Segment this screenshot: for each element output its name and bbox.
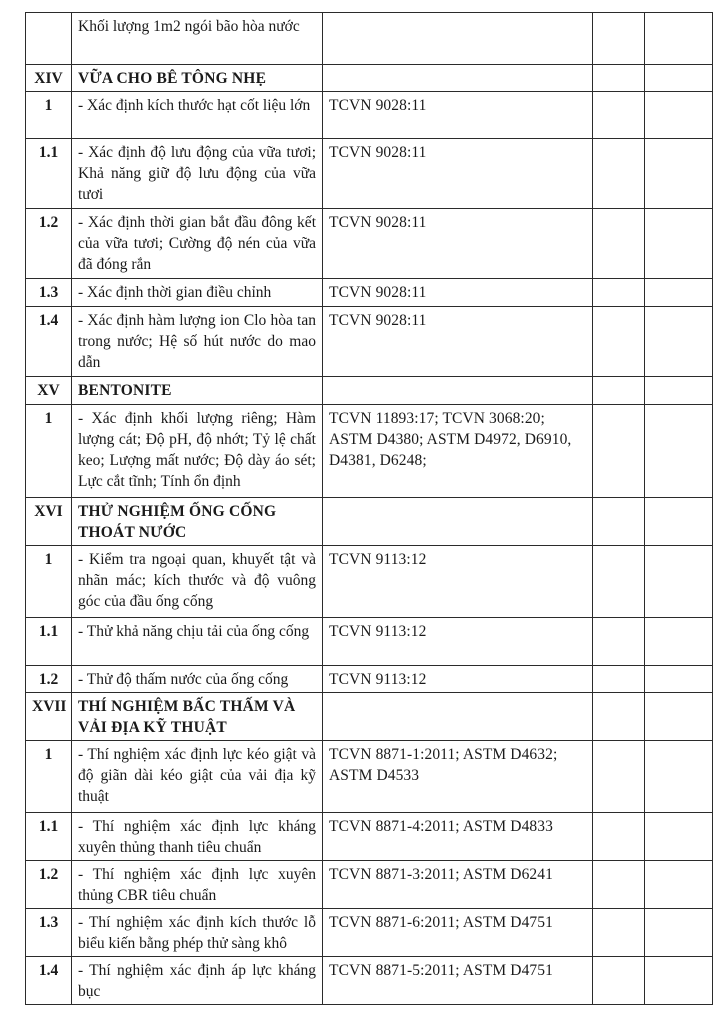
row-number xyxy=(26,13,72,65)
empty-cell xyxy=(645,666,713,693)
test-description: - Thí nghiệm xác định lực kéo giật và độ giãn dài kéo giật của vải địa kỹ thuật xyxy=(72,741,323,813)
test-standards-table xyxy=(25,12,713,1005)
row-number: 1 xyxy=(26,92,72,139)
empty-cell xyxy=(593,279,645,307)
row-number: 1.3 xyxy=(26,279,72,307)
test-standard: TCVN 9113:12 xyxy=(323,546,593,618)
empty-cell xyxy=(593,618,645,666)
empty-cell xyxy=(593,909,645,957)
test-description: - Thử khả năng chịu tải của ống cống xyxy=(72,618,323,666)
section-row xyxy=(26,65,713,92)
empty-cell xyxy=(593,92,645,139)
empty-cell xyxy=(593,139,645,209)
empty-cell xyxy=(593,209,645,279)
empty-cell xyxy=(645,279,713,307)
test-description: - Thử độ thấm nước của ống cống xyxy=(72,666,323,693)
table-row xyxy=(26,139,713,209)
table-row xyxy=(26,813,713,861)
empty-cell xyxy=(645,741,713,813)
empty-cell xyxy=(593,693,645,741)
row-number: 1.2 xyxy=(26,209,72,279)
empty-cell xyxy=(645,909,713,957)
empty-cell xyxy=(645,813,713,861)
test-standard: TCVN 8871-6:2011; ASTM D4751 xyxy=(323,909,593,957)
test-description: - Thí nghiệm xác định áp lực kháng bục xyxy=(72,957,323,1005)
test-standard: TCVN 8871-5:2011; ASTM D4751 xyxy=(323,957,593,1005)
empty-cell xyxy=(323,693,593,741)
row-number: 1 xyxy=(26,741,72,813)
table-row xyxy=(26,909,713,957)
section-title: THÍ NGHIỆM BẤC THẤM VÀ VẢI ĐỊA KỸ THUẬT xyxy=(72,693,323,741)
section-number: XIV xyxy=(26,65,72,92)
empty-cell xyxy=(593,498,645,546)
test-standard: TCVN 9028:11 xyxy=(323,307,593,377)
empty-cell xyxy=(645,861,713,909)
test-description: - Xác định kích thước hạt cốt liệu lớn xyxy=(72,92,323,139)
table-row xyxy=(26,307,713,377)
test-description: - Xác định thời gian điều chỉnh xyxy=(72,279,323,307)
section-row xyxy=(26,377,713,405)
empty-cell xyxy=(593,666,645,693)
empty-cell xyxy=(593,957,645,1005)
empty-cell xyxy=(593,65,645,92)
section-title: THỬ NGHIỆM ỐNG CỐNG THOÁT NƯỚC xyxy=(72,498,323,546)
section-row xyxy=(26,693,713,741)
table-row xyxy=(26,666,713,693)
row-number: 1 xyxy=(26,546,72,618)
row-number: 1.3 xyxy=(26,909,72,957)
test-description: - Thí nghiệm xác định lực xuyên thủng CBR tiêu chuẩn xyxy=(72,861,323,909)
test-description: - Xác định khối lượng riêng; Hàm lượng cát; Độ pH, độ nhớt; Tỷ lệ chất keo; Lượng mất nước; Độ dày áo sét; Lực cắt tĩnh; Tính ổn định xyxy=(72,405,323,498)
empty-cell xyxy=(593,13,645,65)
empty-cell xyxy=(323,65,593,92)
empty-cell xyxy=(645,957,713,1005)
table-row xyxy=(26,618,713,666)
test-description: - Xác định hàm lượng ion Clo hòa tan trong nước; Hệ số hút nước do mao dẫn xyxy=(72,307,323,377)
row-number: 1.1 xyxy=(26,618,72,666)
empty-cell xyxy=(645,546,713,618)
test-description: - Kiểm tra ngoại quan, khuyết tật và nhãn mác; kích thước và độ vuông góc của đầu ống cống xyxy=(72,546,323,618)
empty-cell xyxy=(645,377,713,405)
test-standard: TCVN 9113:12 xyxy=(323,618,593,666)
empty-cell xyxy=(645,618,713,666)
row-number: 1.4 xyxy=(26,957,72,1005)
row-number: 1.2 xyxy=(26,861,72,909)
empty-cell xyxy=(645,13,713,65)
table-body xyxy=(26,13,713,1005)
table-row xyxy=(26,741,713,813)
empty-cell xyxy=(645,139,713,209)
empty-cell xyxy=(645,693,713,741)
test-standard: TCVN 9028:11 xyxy=(323,92,593,139)
table-row xyxy=(26,546,713,618)
test-standard: TCVN 9028:11 xyxy=(323,139,593,209)
row-number: 1.1 xyxy=(26,139,72,209)
section-row xyxy=(26,498,713,546)
row-number: 1 xyxy=(26,405,72,498)
test-description: Khối lượng 1m2 ngói bão hòa nước xyxy=(72,13,323,65)
section-title: BENTONITE xyxy=(72,377,323,405)
empty-cell xyxy=(645,65,713,92)
test-standard: TCVN 8871-3:2011; ASTM D6241 xyxy=(323,861,593,909)
table-row xyxy=(26,209,713,279)
empty-cell xyxy=(645,307,713,377)
table-row xyxy=(26,13,713,65)
table-row xyxy=(26,861,713,909)
section-number: XVI xyxy=(26,498,72,546)
test-standard: TCVN 9113:12 xyxy=(323,666,593,693)
table-row xyxy=(26,279,713,307)
empty-cell xyxy=(593,813,645,861)
table-row xyxy=(26,405,713,498)
empty-cell xyxy=(593,377,645,405)
empty-cell xyxy=(593,741,645,813)
section-title: VỮA CHO BÊ TÔNG NHẸ xyxy=(72,65,323,92)
table-row xyxy=(26,957,713,1005)
row-number: 1.4 xyxy=(26,307,72,377)
empty-cell xyxy=(645,92,713,139)
empty-cell xyxy=(593,546,645,618)
section-number: XVII xyxy=(26,693,72,741)
test-standard: TCVN 9028:11 xyxy=(323,209,593,279)
test-description: - Thí nghiệm xác định lực kháng xuyên thủng thanh tiêu chuẩn xyxy=(72,813,323,861)
test-description: - Xác định độ lưu động của vữa tươi; Khả năng giữ độ lưu động của vữa tươi xyxy=(72,139,323,209)
row-number: 1.1 xyxy=(26,813,72,861)
test-standard: TCVN 9028:11 xyxy=(323,279,593,307)
empty-cell xyxy=(645,405,713,498)
test-standard: TCVN 8871-4:2011; ASTM D4833 xyxy=(323,813,593,861)
test-description: - Xác định thời gian bắt đầu đông kết của vữa tươi; Cường độ nén của vữa đã đóng rắn xyxy=(72,209,323,279)
section-number: XV xyxy=(26,377,72,405)
row-number: 1.2 xyxy=(26,666,72,693)
empty-cell xyxy=(593,405,645,498)
empty-cell xyxy=(323,498,593,546)
test-standard: TCVN 11893:17; TCVN 3068:20; ASTM D4380; ASTM D4972, D6910, D4381, D6248; xyxy=(323,405,593,498)
empty-cell xyxy=(593,307,645,377)
empty-cell xyxy=(323,377,593,405)
test-standard xyxy=(323,13,593,65)
empty-cell xyxy=(645,209,713,279)
test-description: - Thí nghiệm xác định kích thước lỗ biểu kiến bằng phép thử sàng khô xyxy=(72,909,323,957)
empty-cell xyxy=(645,498,713,546)
empty-cell xyxy=(593,861,645,909)
table-row xyxy=(26,92,713,139)
test-standard: TCVN 8871-1:2011; ASTM D4632; ASTM D4533 xyxy=(323,741,593,813)
